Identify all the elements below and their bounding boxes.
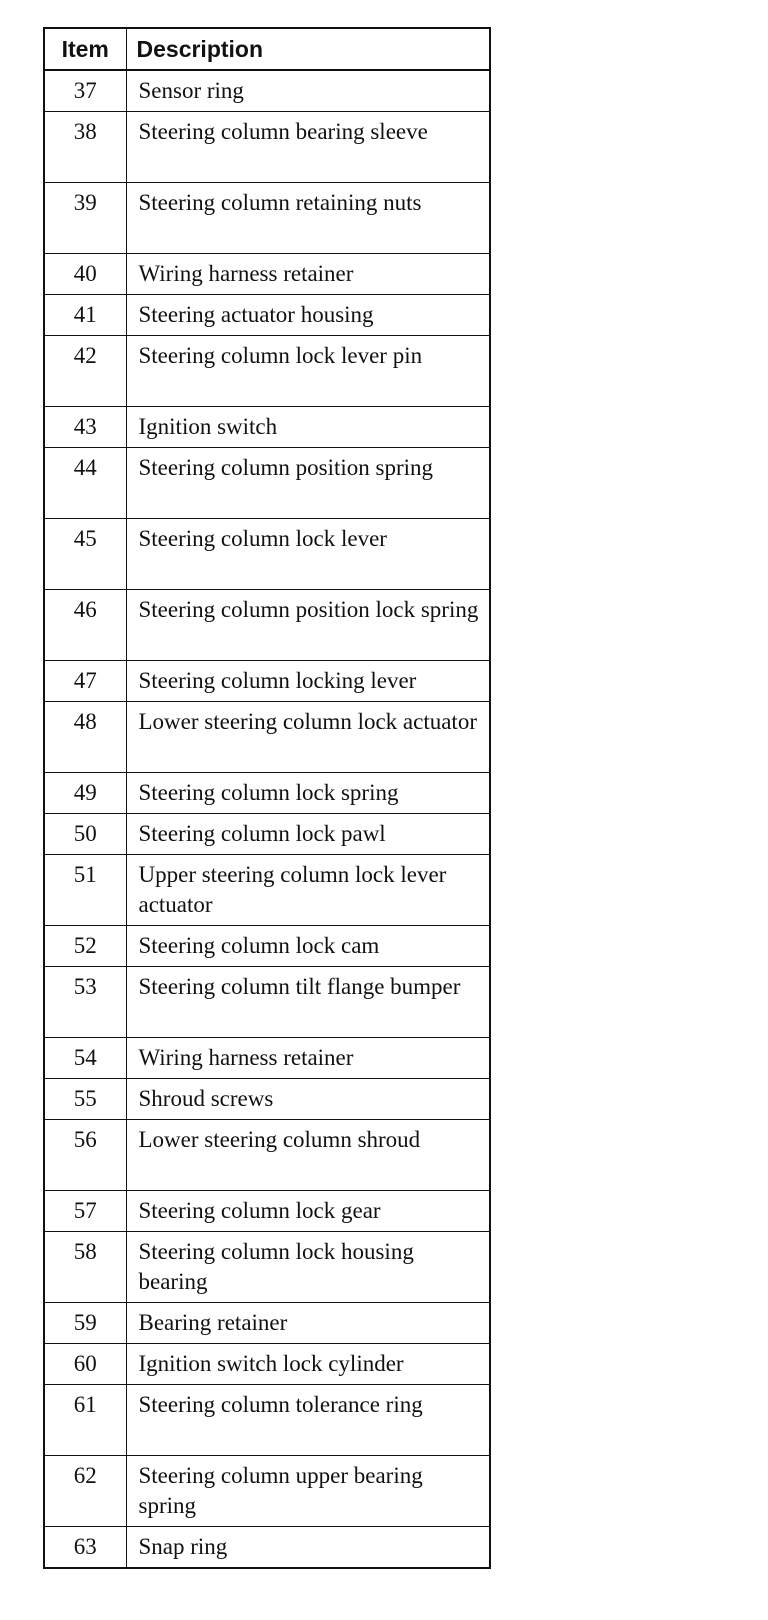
item-number: 37 xyxy=(44,70,126,112)
table-row xyxy=(44,336,490,407)
table-row xyxy=(44,1456,490,1527)
item-number: 49 xyxy=(44,773,126,814)
table-row xyxy=(44,1303,490,1344)
item-number: 44 xyxy=(44,448,126,519)
table-row xyxy=(44,1232,490,1303)
item-number: 41 xyxy=(44,295,126,336)
table-row xyxy=(44,112,490,183)
table-row xyxy=(44,773,490,814)
table-row xyxy=(44,70,490,112)
item-description: Lower steering column shroud xyxy=(126,1120,490,1191)
item-description: Steering column position spring xyxy=(126,448,490,519)
item-number: 47 xyxy=(44,661,126,702)
item-description: Shroud screws xyxy=(126,1079,490,1120)
item-description: Steering column lock housing bearing xyxy=(126,1232,490,1303)
table-row xyxy=(44,814,490,855)
table-row xyxy=(44,1038,490,1079)
table-row xyxy=(44,1120,490,1191)
item-description: Steering column tilt flange bumper xyxy=(126,967,490,1038)
item-number: 62 xyxy=(44,1456,126,1527)
item-number: 39 xyxy=(44,183,126,254)
item-description: Steering actuator housing xyxy=(126,295,490,336)
parts-table xyxy=(43,27,491,1569)
item-description: Ignition switch xyxy=(126,407,490,448)
item-number: 40 xyxy=(44,254,126,295)
item-description: Wiring harness retainer xyxy=(126,254,490,295)
item-description: Upper steering column lock lever actuator xyxy=(126,855,490,926)
item-number: 53 xyxy=(44,967,126,1038)
item-description: Steering column lock spring xyxy=(126,773,490,814)
table-row xyxy=(44,926,490,967)
item-description: Snap ring xyxy=(126,1527,490,1569)
item-description: Steering column lock lever xyxy=(126,519,490,590)
item-description: Steering column tolerance ring xyxy=(126,1385,490,1456)
item-number: 55 xyxy=(44,1079,126,1120)
table-row xyxy=(44,1527,490,1569)
item-description: Steering column bearing sleeve xyxy=(126,112,490,183)
table-row xyxy=(44,1191,490,1232)
table-row xyxy=(44,1344,490,1385)
item-number: 43 xyxy=(44,407,126,448)
description-column-header: Description xyxy=(126,28,490,70)
item-number: 63 xyxy=(44,1527,126,1569)
item-number: 61 xyxy=(44,1385,126,1456)
item-description: Sensor ring xyxy=(126,70,490,112)
table-row xyxy=(44,855,490,926)
table-row xyxy=(44,183,490,254)
item-number: 42 xyxy=(44,336,126,407)
item-number: 51 xyxy=(44,855,126,926)
item-number: 52 xyxy=(44,926,126,967)
item-number: 50 xyxy=(44,814,126,855)
item-number: 59 xyxy=(44,1303,126,1344)
table-row xyxy=(44,967,490,1038)
item-number: 46 xyxy=(44,590,126,661)
item-number: 38 xyxy=(44,112,126,183)
table-row xyxy=(44,1385,490,1456)
item-number: 57 xyxy=(44,1191,126,1232)
item-number: 58 xyxy=(44,1232,126,1303)
item-number: 54 xyxy=(44,1038,126,1079)
table-row xyxy=(44,295,490,336)
item-description: Steering column upper bearing spring xyxy=(126,1456,490,1527)
item-description: Bearing retainer xyxy=(126,1303,490,1344)
item-description: Steering column position lock spring xyxy=(126,590,490,661)
item-description: Lower steering column lock actuator xyxy=(126,702,490,773)
item-description: Steering column retaining nuts xyxy=(126,183,490,254)
table-row xyxy=(44,702,490,773)
table-header-row xyxy=(44,28,490,70)
table-row xyxy=(44,519,490,590)
table-row xyxy=(44,448,490,519)
item-number: 45 xyxy=(44,519,126,590)
table-row xyxy=(44,1079,490,1120)
item-number: 48 xyxy=(44,702,126,773)
item-description: Steering column lock gear xyxy=(126,1191,490,1232)
item-description: Steering column lock cam xyxy=(126,926,490,967)
table-row xyxy=(44,661,490,702)
table-row xyxy=(44,590,490,661)
item-column-header: Item xyxy=(44,28,126,70)
item-description: Steering column lock pawl xyxy=(126,814,490,855)
table-row xyxy=(44,254,490,295)
item-description: Ignition switch lock cylinder xyxy=(126,1344,490,1385)
item-description: Steering column lock lever pin xyxy=(126,336,490,407)
item-number: 56 xyxy=(44,1120,126,1191)
item-description: Steering column locking lever xyxy=(126,661,490,702)
table-row xyxy=(44,407,490,448)
item-number: 60 xyxy=(44,1344,126,1385)
item-description: Wiring harness retainer xyxy=(126,1038,490,1079)
